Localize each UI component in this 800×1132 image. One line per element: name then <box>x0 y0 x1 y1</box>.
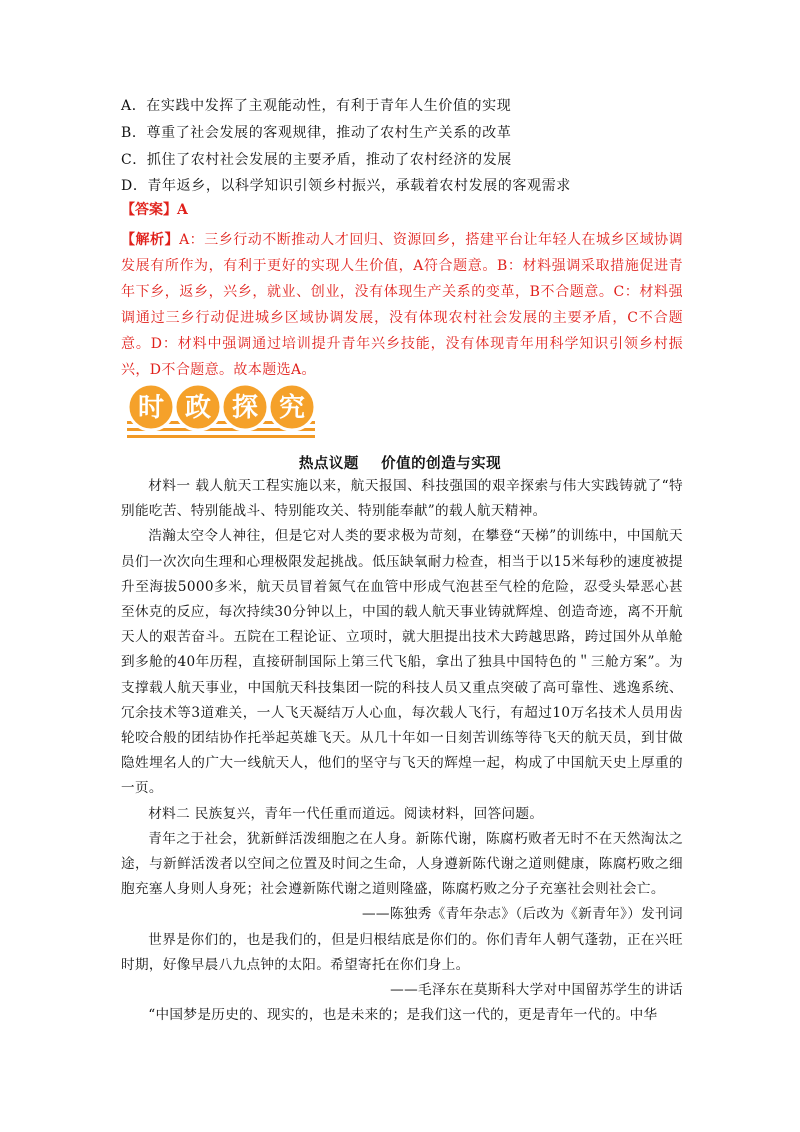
analysis-block <box>121 227 683 383</box>
banner-badge-4 <box>269 384 315 430</box>
option-b: B．尊重了社会发展的客观规律，推动了农村生产关系的改革 <box>121 125 512 141</box>
material2-source1: ——陈独秀《青年杂志》（后改为《新青年》）发刊词 <box>361 906 683 923</box>
section-banner <box>121 381 321 447</box>
answer-value: A <box>177 202 188 218</box>
material1-body: 浩瀚太空令人神往，但是它对人类的要求极为苛刻，在攀登“天梯”的训练中，中国航天员们一次次向生理和心理极限发起挑战。低压缺氧耐力检查，相当于以15米每秒的速度被提升至海拔5000多米，航天员冒着氮气在血管中形成气泡甚至气栓的危险，忍受头晕恶心甚至休克的反应，每次持续30分钟以上，中国的载人航天事业铸就辉煌、创造奇迹，离不开航天人的艰苦奋斗。五院在工程论证、立项时，就大胆提出技术大跨越思路，跨过国外从单舱到多舱的40年历程，直接研制国际上第三代飞船，拿出了独具中国特色的＂三舱方案”。为支撑载人航天事业，中国航天科技集团一院的科技人员又重点突破了高可靠性、逃逸系统、冗余技术等3道难关，一人飞天凝结万人心血，每次载人飞行，有超过10万名技术人员用齿轮咬合般的团结协作托举起英雄飞天。从几十年如一日刻苦训练等待飞天的航天员，到甘做隐姓埋名人的广大一线航天人，他们的坚守与飞天的辉煌一起，构成了中国航天史上厚重的一页。 <box>121 528 684 797</box>
banner-badge-3 <box>222 384 268 430</box>
material-body <box>121 474 683 1028</box>
material2-quote1: 青年之于社会，犹新鲜活泼细胞之在人身。新陈代谢，陈腐朽败者无时不在天然淘汰之途，与新鲜活泼者以空间之位置及时间之生命，人身遵新陈代谢之道则健康，陈腐朽败之细胞充塞人身则人身死；社会遵新陈代谢之道则隆盛，陈腐朽败之分子充塞社会则社会亡。 <box>121 830 683 898</box>
banner-badge-1 <box>128 384 174 430</box>
answer-label: 【答案】 <box>121 202 177 218</box>
section-title: 热点议题 价值的创造与实现 <box>298 456 502 472</box>
option-a: A．在实践中发挥了主观能动性，有利于青年人生价值的实现 <box>121 98 512 114</box>
banner-char-2: 政 <box>184 393 212 423</box>
banner-badge-2 <box>175 384 221 430</box>
banner-char-3: 探 <box>231 393 259 423</box>
banner-char-1: 时 <box>137 393 165 423</box>
banner-char-4: 究 <box>278 393 306 423</box>
material2-source2: ——毛泽东在莫斯科大学对中国留苏学生的讲话 <box>390 982 683 999</box>
option-c: C．抓住了农村社会发展的主要矛盾，推动了农村经济的发展 <box>121 152 512 168</box>
answer-line <box>121 200 188 220</box>
material2-quote3: “中国梦是历史的、现实的，也是未来的；是我们这一代的，更是青年一代的。中华 <box>148 1007 658 1024</box>
option-d: D．青年返乡，以科学知识引领乡村振兴，承载着农村发展的客观需求 <box>121 178 571 194</box>
analysis-text: A：三乡行动不断推动人才回归、资源回乡，搭建平台让年轻人在城乡区域协调发展有所作为，有利于更好的实现人生价值，A符合题意。B：材料强调采取措施促进青年下乡，返乡，兴乡，就业、创业，没有体现生产关系的变革，B不合题意。C：材料强调通过三乡行动促进城乡区域协调发展，没有体现农村社会发展的主要矛盾，C不合题意。D：材料中强调通过培训提升青年兴乡技能，没有体现青年用科学知识引领乡村振兴，D不合题意。故本题选A。 <box>121 232 684 378</box>
material1-intro: 材料一 载人航天工程实施以来，航天报国、科技强国的艰辛探索与伟大实践铸就了“特别能吃苦、特别能战斗、特别能攻关、特别能奉献”的载人航天精神。 <box>121 478 683 520</box>
material2-quote2: 世界是你们的，也是我们的，但是归根结底是你们的。你们青年人朝气蓬勃，正在兴旺时期，好像早晨八九点钟的太阳。希望寄托在你们身上。 <box>121 931 683 973</box>
material2-intro: 材料二 民族复兴，青年一代任重而道远。阅读材料，回答问题。 <box>148 805 544 822</box>
analysis-label: 【解析】 <box>121 232 180 248</box>
